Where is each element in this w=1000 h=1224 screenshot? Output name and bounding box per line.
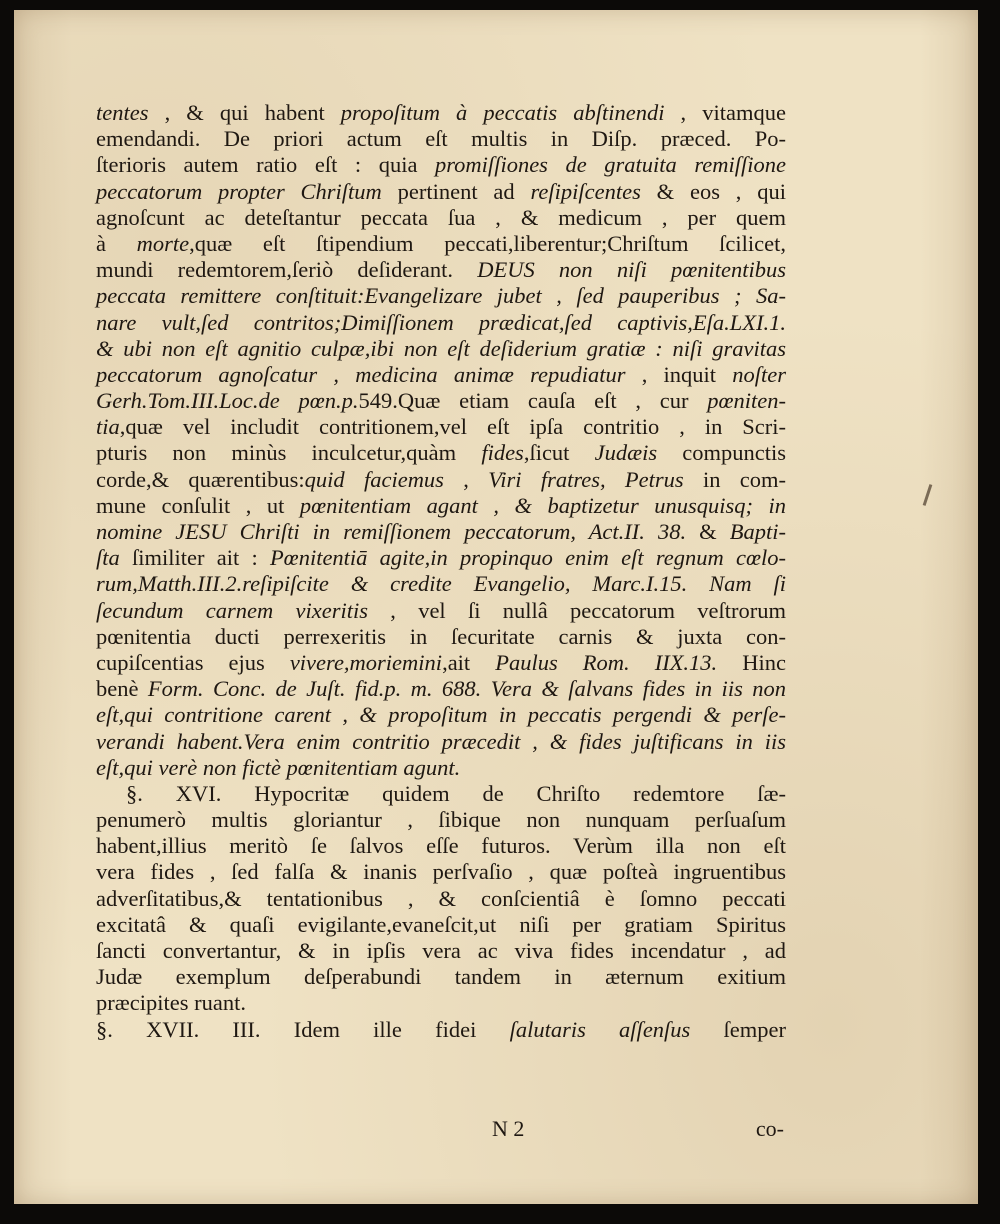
italic-run: pœniten- — [707, 388, 786, 414]
margin-ink-mark — [923, 484, 933, 506]
text-run: pturis non minùs inculcetur,quàm — [96, 440, 482, 466]
italic-run: eſt,qui verè non fictè pœnitentiam agunt. — [96, 754, 461, 780]
text-run: compunctis — [657, 440, 786, 466]
text-run: cupiſcentias ejus — [96, 649, 290, 675]
book-page — [14, 10, 978, 1204]
text-run: ,quæ vel includit contritionem,vel eſt ipſa contritio , in Scri- — [119, 414, 786, 440]
text-run: mune conſulit , ut — [96, 492, 300, 518]
page-footer — [96, 1116, 786, 1146]
signature-mark: N 2 — [492, 1116, 525, 1141]
italic-run: rum,Matth.III.2.reſipiſcite & credite Evangelio, Marc.I.15. Nam ſi — [96, 571, 786, 597]
page-text-block — [96, 100, 786, 1043]
text-line — [96, 388, 786, 414]
italic-run: nare vult,ſed contritos;Dimiſſionem prædicat,ſed captivis,Eſa.LXI.1. — [96, 309, 786, 335]
text-line — [96, 833, 786, 859]
catchword: co- — [755, 1116, 784, 1141]
italic-run: peccatorum propter Chriſtum — [96, 178, 382, 204]
text-run: in com- — [683, 466, 787, 492]
text-line — [96, 310, 786, 336]
italic-run: fides — [481, 440, 524, 466]
text-run: excitatâ & quaſi evigilante,evaneſcit,ut niſi per gratiam Spiritus — [96, 911, 786, 937]
text-run: pœnitentia ducti perrexeritis in ſecuritate carnis & juxta con- — [96, 623, 786, 649]
text-line — [96, 519, 786, 545]
text-run: ſancti convertantur, & in ipſis vera ac viva fides incendatur , ad — [96, 938, 786, 963]
text-run: ,ſicut — [523, 440, 595, 466]
text-line — [96, 571, 786, 597]
text-run: , inquit — [625, 361, 733, 387]
italic-run: Paulus Rom. IIX.13. — [495, 649, 718, 675]
text-line — [96, 283, 786, 309]
italic-run: ſta — [96, 545, 120, 571]
text-line — [96, 755, 786, 781]
text-line — [96, 362, 786, 388]
text-line — [96, 781, 786, 807]
text-run: pertinent ad — [381, 178, 531, 204]
text-line — [96, 414, 786, 440]
italic-run: ſecundum carnem vixeritis — [96, 597, 368, 623]
text-run: Hinc — [717, 649, 786, 675]
italic-run: quid faciemus — [304, 466, 444, 492]
text-line — [96, 624, 786, 650]
text-run: §. XVI. Hypocritæ quidem de Chriſto redemtore ſæ- — [126, 780, 786, 806]
text-line — [96, 545, 786, 571]
text-run: ,quæ eſt ſtipendium peccati,liberentur;Chriſtum ſcilicet, — [189, 230, 786, 256]
italic-run: DEUS non niſi pœnitentibus — [477, 257, 787, 283]
italic-run: Form. Conc. de Juſt. fid.p. m. 688. Vera & ſalvans fides in iis non — [147, 676, 786, 702]
text-line — [96, 100, 786, 126]
text-line — [96, 598, 786, 624]
text-run: ſterioris autem ratio eſt : quia — [96, 152, 436, 178]
italic-run: tia — [96, 414, 120, 440]
italic-run: peccatorum agnoſcatur , medicina animæ repudiatur — [96, 361, 626, 387]
italic-run: eſt,qui contritione carent , & propoſitum in peccatis pergendi & perſe- — [96, 702, 786, 728]
text-line — [96, 257, 786, 283]
italic-run: Pœnitentiā agite,in propinquo enim eſt regnum cœlo- — [269, 545, 786, 571]
italic-run: vivere,moriemini — [289, 649, 443, 675]
text-line — [96, 1017, 786, 1043]
text-run: & eos , qui — [640, 178, 787, 204]
italic-run: peccata remittere conſtituit:Evangelizare jubet , ſed pauperibus ; Sa- — [96, 283, 786, 309]
italic-run: Bapti- — [729, 519, 786, 544]
text-run: vera fides , ſed falſa & inanis perſvaſio , quæ poſteà ingruentibus — [96, 859, 786, 885]
italic-run: morte — [136, 230, 190, 256]
italic-run: promiſſiones de gratuita remiſſione — [435, 152, 786, 178]
italic-run: reſipiſcentes — [530, 178, 641, 204]
text-run: ,ait — [442, 649, 496, 675]
text-line — [96, 990, 786, 1016]
text-run: 549.Quæ etiam cauſa eſt , cur — [358, 388, 708, 414]
italic-run: ſalutaris aſſenſus — [509, 1016, 691, 1042]
text-line — [96, 179, 786, 205]
text-run: , vel ſi nullâ peccatorum veſtrorum — [368, 597, 786, 623]
text-line — [96, 152, 786, 178]
text-run: adverſitatibus,& tentationibus , & conſcientiâ è ſomno peccati — [96, 885, 786, 911]
text-run: , & qui habent — [148, 100, 341, 125]
text-run: benè — [96, 676, 148, 702]
text-run: habent,illius meritò ſe ſalvos eſſe futuros. Verùm illa non eſt — [96, 833, 786, 859]
italic-run: noſter — [732, 361, 786, 387]
italic-run: Gerh.Tom.III.Loc.de pœn.p. — [96, 388, 359, 414]
text-run: & — [686, 519, 730, 544]
text-run: emendandi. De priori actum eſt multis in Diſp. præced. Po- — [96, 126, 786, 152]
text-line — [96, 126, 786, 152]
text-line — [96, 886, 786, 912]
text-line — [96, 676, 786, 702]
text-line — [96, 938, 786, 964]
text-line — [96, 807, 786, 833]
text-line — [96, 702, 786, 728]
text-run: mundi redemtorem,ſeriò deſiderant. — [96, 257, 478, 283]
text-run: penumerò multis gloriantur , ſibique non nunquam perſuaſum — [96, 807, 786, 833]
text-run: ſimiliter ait : — [119, 545, 270, 571]
italic-run: nomine JESU Chriſti in remiſſionem peccatorum, Act.II. 38. — [96, 519, 687, 544]
text-run: , vitamque — [664, 100, 786, 125]
text-run: agnoſcunt ac deteſtantur peccata ſua , & medicum , per quem — [96, 204, 786, 230]
italic-run: pœnitentiam agant , & baptizetur unusquisq; in — [299, 492, 786, 518]
text-run: , — [443, 466, 489, 492]
italic-run: propoſitum à peccatis abſtinendi — [340, 100, 665, 125]
text-line — [96, 729, 786, 755]
italic-run: tentes — [96, 100, 149, 125]
text-line — [96, 231, 786, 257]
text-line — [96, 650, 786, 676]
text-run: à — [96, 230, 137, 256]
text-line — [96, 493, 786, 519]
text-run: §. XVII. III. Idem ille fidei — [96, 1016, 510, 1042]
italic-run: Judæis — [594, 440, 658, 466]
text-run: Judæ exemplum deſperabundi tandem in æternum exitium — [96, 964, 786, 990]
text-line — [96, 964, 786, 990]
text-line — [96, 859, 786, 885]
text-line — [96, 336, 786, 362]
italic-run: Viri fratres, Petrus — [488, 466, 684, 492]
text-line — [96, 912, 786, 938]
text-line — [96, 467, 786, 493]
italic-run: & ubi non eſt agnitio culpæ,ibi non eſt deſiderium gratiæ : niſi gravitas — [96, 335, 786, 361]
text-run: præcipites ruant. — [96, 990, 246, 1016]
text-run: corde,& quærentibus: — [96, 466, 305, 492]
text-run: ſemper — [690, 1016, 786, 1042]
italic-run: verandi habent.Vera enim contritio præcedit , & fides juſtificans in iis — [96, 728, 786, 754]
text-line — [96, 205, 786, 231]
text-line — [96, 440, 786, 466]
